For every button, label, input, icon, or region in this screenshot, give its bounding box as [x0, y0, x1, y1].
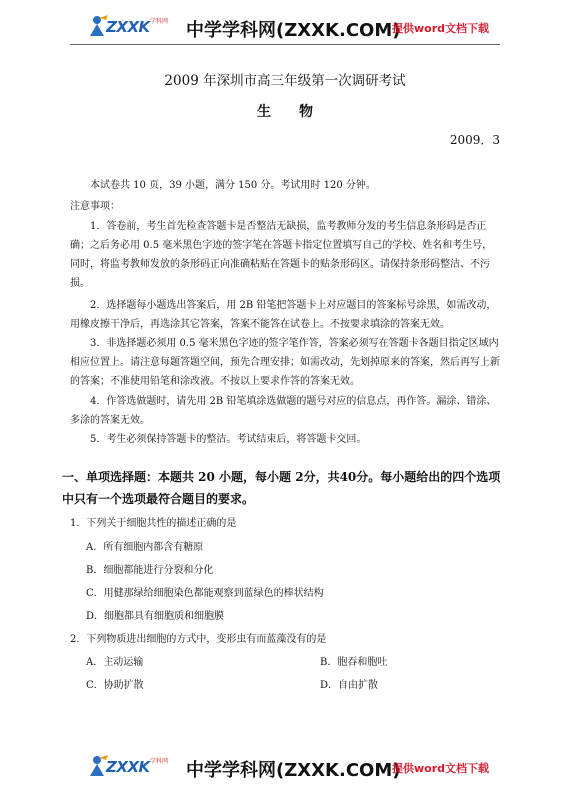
notice-heading: 注意事项：	[70, 201, 120, 212]
notice-item-3: 3．非选择题必须用 0.5 毫米黑色字迹的签字笔作答，答案必须写在答题卡各题目指定区域内相应位置上。请注意每题答题空间，预先合理安排；如需改动，先划掉原来的答案，然后再写上新的答案；不准使用铅笔和涂改液。不按以上要求作答的答案无效。	[70, 338, 500, 387]
footer-download-note[interactable]: 提供word文档下载	[392, 762, 490, 775]
question-1-option-a[interactable]: A．所有细胞内都含有糖原	[86, 542, 204, 553]
section-title: 一、单项选择题：本题共 20 小题，每小题 2分，共40分。每小题给出的四个选项中只有一个选项最符合题目的要求。	[62, 470, 501, 506]
footer-site-name[interactable]: 中学学科网(ZXXK.COM)	[186, 760, 401, 781]
notice-item-5: 5．考生必须保持答题卡的整洁。考试结束后，将答题卡交回。	[90, 434, 367, 445]
notice-item-4: 4．作答选做题时，请先用 2B 铅笔填涂选做题的题号对应的信息点，再作答。漏涂、错涂、多涂的答案无效。	[70, 396, 497, 426]
page-header	[0, 6, 570, 46]
question-2-option-a[interactable]: A．主动运输	[86, 657, 144, 668]
page-footer	[0, 746, 570, 786]
notice-item-1: 1．答卷前，考生首先检查答题卡是否整洁无缺损，监考教师分发的考生信息条形码是否正确；之后务必用 0.5 毫米黑色字迹的签字笔在答题卡指定位置填写自己的学校、姓名和考生号，同时，将监考教师发放的条形码正向准确粘贴在答题卡的贴条形码区。请保持条形码整洁、不污损。	[70, 221, 493, 289]
site-name[interactable]: 中学学科网(ZXXK.COM)	[186, 20, 401, 41]
question-2-option-b[interactable]: B．胞吞和胞吐	[320, 657, 388, 668]
logo-sub: 学科网	[150, 758, 169, 765]
question-2-option-d[interactable]: D．自由扩散	[320, 680, 379, 691]
question-1-option-d[interactable]: D．细胞都具有细胞质和细胞膜	[86, 611, 225, 622]
exam-date: 2009．3	[449, 133, 500, 147]
zxxk-logo-footer	[88, 754, 174, 780]
logo-text: ZXXK	[106, 758, 150, 776]
exam-title: 2009 年深圳市高三年级第一次调研考试	[164, 73, 406, 89]
question-1-stem: 1．下列关于细胞共性的描述正确的是	[70, 518, 237, 529]
logo-sub: 学科网	[150, 18, 169, 25]
question-1-option-b[interactable]: B．细胞都能进行分裂和分化	[86, 565, 214, 576]
question-1-option-c[interactable]: C．用健那绿给细胞染色都能观察到蓝绿色的棒状结构	[86, 588, 324, 599]
question-2-option-c[interactable]: C．协助扩散	[86, 680, 144, 691]
zxxk-logo	[88, 14, 174, 40]
header-divider	[70, 44, 500, 45]
logo-text: ZXXK	[106, 18, 150, 36]
exam-intro: 本试卷共 10 页，39 小题，满分 150 分。考试用时 120 分钟。	[90, 180, 376, 191]
exam-subject: 生物	[257, 104, 341, 120]
question-2-stem: 2．下列物质进出细胞的方式中，变形虫有而蓝藻没有的是	[70, 634, 327, 645]
download-note[interactable]: 提供word文档下载	[392, 22, 490, 35]
notice-item-2: 2．选择题每小题选出答案后，用 2B 铅笔把答题卡上对应题目的答案标号涂黑，如需改动，用橡皮擦干净后，再选涂其它答案，答案不能答在试卷上。不按要求填涂的答案无效。	[70, 300, 497, 330]
